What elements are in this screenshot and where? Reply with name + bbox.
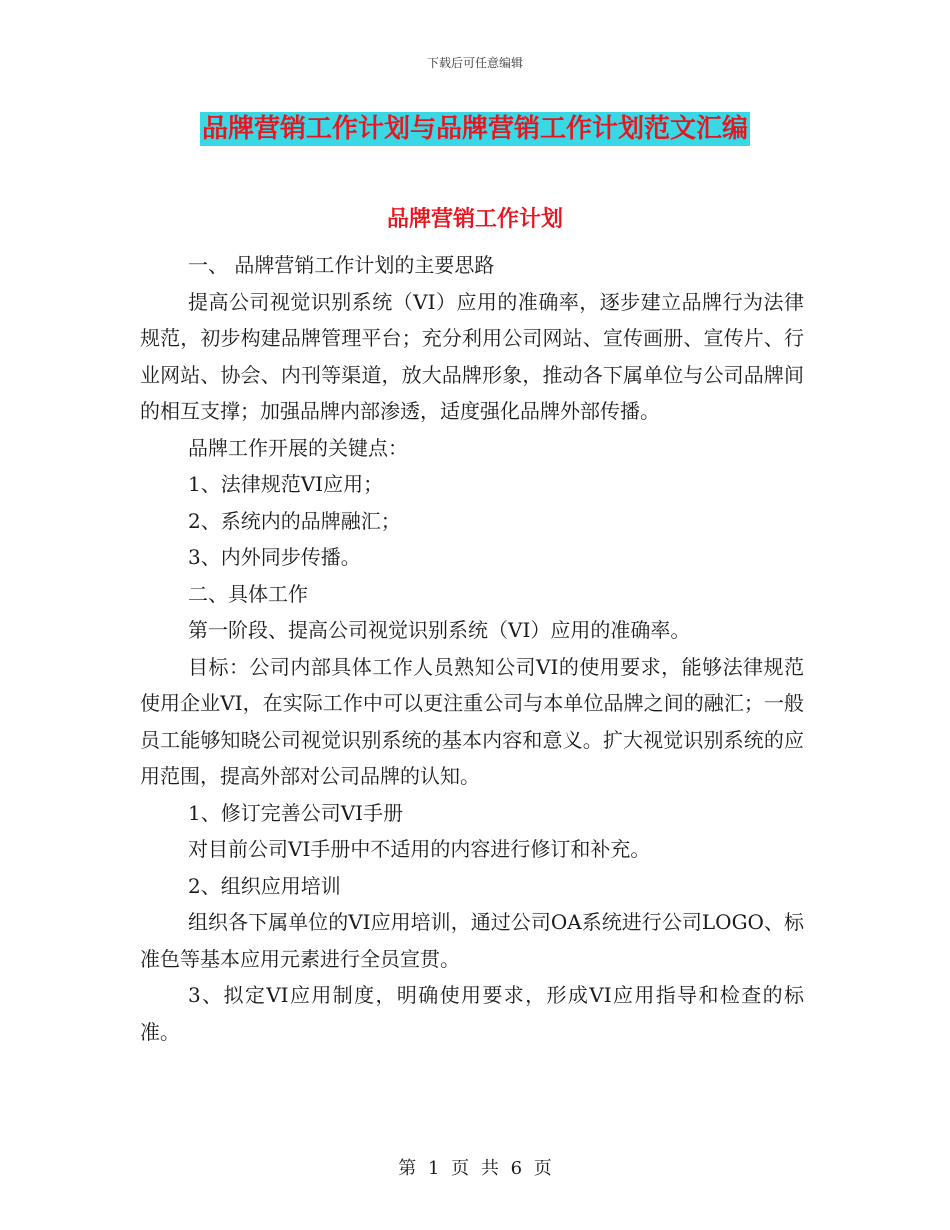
paragraph: 目标：公司内部具体工作人员熟知公司VI的使用要求，能够法律规范使用企业VI，在实际工作中可以更注重公司与本单位品牌之间的融汇；一般员工能够知晓公司视觉识别系统的基本内容和意义。扩大视觉识别系统的应用范围，提高外部对公司品牌的认知。 — [140, 654, 804, 788]
paragraph: 1、修订完善公司VI手册 — [188, 800, 404, 825]
page-footer: 第 1 页 共 6 页 — [398, 1158, 552, 1179]
paragraph: 二、具体工作 — [188, 581, 308, 606]
paragraph: 对目前公司VI手册中不适用的内容进行修订和补充。 — [188, 837, 651, 861]
paragraph: 3、拟定VI应用制度，明确使用要求，形成VI应用指导和检查的标准。 — [140, 983, 804, 1044]
paragraph: 1、法律规范VI应用； — [188, 472, 384, 496]
section-title: 品牌营销工作计划 — [386, 207, 563, 232]
paragraph: 提高公司视觉识别系统（VI）应用的准确率，逐步建立品牌行为法律规范，初步构建品牌管理平台；充分利用公司网站、宣传画册、宣传片、行业网站、协会、内刊等渠道，放大品牌形象，推动各下属单位与公司品牌间的相互支撑；加强品牌内部渗透，适度强化品牌外部传播。 — [140, 289, 804, 423]
paragraph: 组织各下属单位的VI应用培训，通过公司OA系统进行公司LOGO、标准色等基本应用元素进行全员宣贯。 — [140, 910, 804, 971]
paragraph: 一、 品牌营销工作计划的主要思路 — [188, 253, 495, 277]
paragraph: 第一阶段、提高公司视觉识别系统（VI）应用的准确率。 — [188, 618, 691, 642]
body-content — [140, 247, 804, 1050]
paragraph: 3、内外同步传播。 — [188, 545, 361, 569]
paragraph: 品牌工作开展的关键点： — [188, 435, 408, 460]
main-title: 品牌营销工作计划与品牌营销工作计划范文汇编 — [201, 114, 748, 144]
main-title-wrap — [0, 112, 950, 146]
header-note: 下载后可任意编辑 — [426, 56, 523, 70]
paragraph: 2、组织应用培训 — [188, 873, 341, 898]
paragraph: 2、系统内的品牌融汇； — [188, 508, 401, 533]
